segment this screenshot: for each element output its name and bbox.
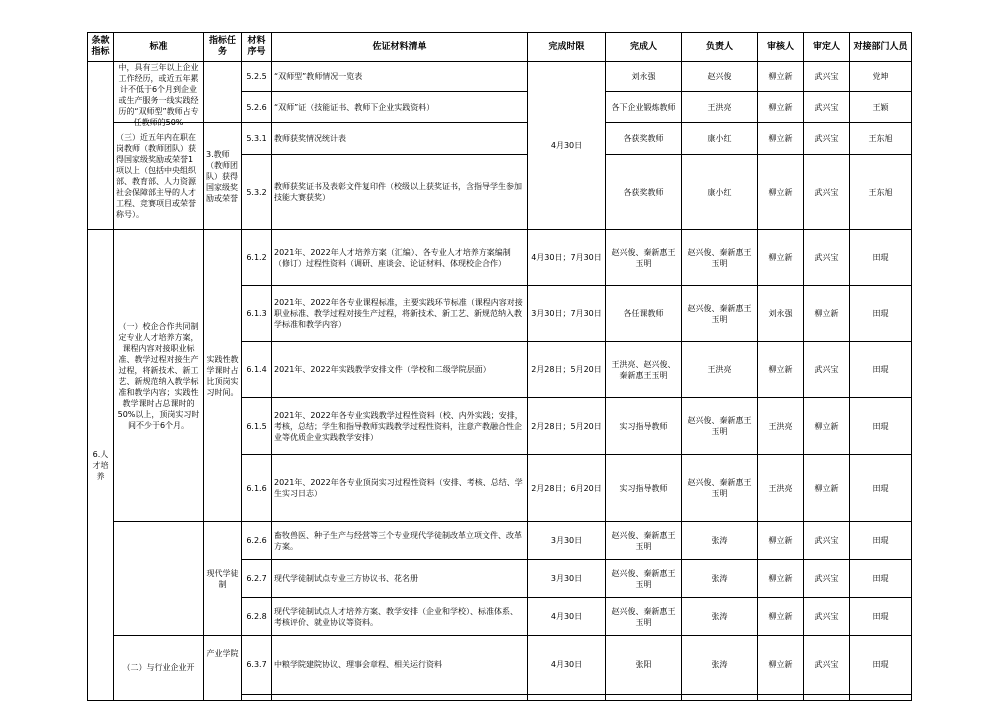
lead-cell: 张涛 <box>682 522 758 560</box>
reviewer-cell: 柳立新 <box>758 598 804 636</box>
deadline-cell: 2月28日；5月20日 <box>528 398 606 455</box>
material-no: 6.1.2 <box>242 230 272 286</box>
material-no: 6.2.7 <box>242 560 272 598</box>
evidence-item: 现代学徒制试点人才培养方案、教学安排（企业和学校）、标准体系、考核评价、就业协议等资料。 <box>272 598 528 636</box>
task-cell <box>204 62 242 123</box>
header-task: 指标任务 <box>204 33 242 62</box>
dept-cell: 王东旭 <box>850 123 912 155</box>
task-cell: 产业学院 <box>204 636 242 701</box>
dept-cell: 王颖 <box>850 92 912 123</box>
standard-cell <box>114 522 204 636</box>
doer-cell: 赵兴俊、秦新惠王玉明 <box>606 560 682 598</box>
material-no: 5.2.5 <box>242 62 272 92</box>
approver-cell: 武兴宝 <box>804 155 850 230</box>
reviewer-cell <box>758 694 804 701</box>
doer-cell <box>606 694 682 701</box>
doer-cell: 赵兴俊、秦新惠王玉明 <box>606 522 682 560</box>
evidence-item: “双师”证（技能证书、教师下企业实践资料） <box>272 92 528 123</box>
clause-cell <box>88 62 114 230</box>
material-no: 5.2.6 <box>242 92 272 123</box>
approver-cell: 柳立新 <box>804 286 850 342</box>
dept-cell: 田琨 <box>850 230 912 286</box>
dept-cell: 田琨 <box>850 636 912 695</box>
doer-cell: 王洪亮、赵兴俊、秦新惠王玉明 <box>606 342 682 398</box>
approver-cell: 武兴宝 <box>804 636 850 695</box>
dept-cell: 田琨 <box>850 342 912 398</box>
header-material-no: 材料序号 <box>242 33 272 62</box>
deadline-cell: 3月30日；7月30日 <box>528 286 606 342</box>
lead-cell: 张涛 <box>682 560 758 598</box>
standard-cell: 中，具有三年以上企业工作经历，或近五年累计不低于6个月到企业或生产服务一线实践经历的“双师型”教师占专任教师的50% <box>114 62 204 123</box>
table-row <box>88 230 912 286</box>
dept-cell <box>850 694 912 701</box>
approver-cell <box>804 694 850 701</box>
dept-cell: 田琨 <box>850 598 912 636</box>
reviewer-cell: 柳立新 <box>758 123 804 155</box>
header-dept: 对接部门人员 <box>850 33 912 62</box>
reviewer-cell: 柳立新 <box>758 636 804 695</box>
reviewer-cell: 柳立新 <box>758 92 804 123</box>
doer-cell: 刘永强 <box>606 62 682 92</box>
header-clause: 条款指标 <box>88 33 114 62</box>
lead-cell: 张涛 <box>682 598 758 636</box>
approver-cell: 柳立新 <box>804 455 850 522</box>
dept-cell: 田琨 <box>850 522 912 560</box>
deadline-cell: 2月28日；6月20日 <box>528 455 606 522</box>
dept-cell: 田琨 <box>850 455 912 522</box>
doer-cell: 各任课教师 <box>606 286 682 342</box>
deadline-cell: 4月30日 <box>528 598 606 636</box>
header-row <box>88 33 912 62</box>
material-no: 6.2.8 <box>242 598 272 636</box>
deadline-cell: 4月30日 <box>528 62 606 230</box>
task-cell: 实践性教学课时占比顶岗实习时间。 <box>204 230 242 522</box>
evidence-item: 2021年、2022年各专业课程标准，主要实践环节标准（课程内容对接职业标准、教学过程对接生产过程，将新技术、新工艺、新规范纳入教学标准和教学内容） <box>272 286 528 342</box>
lead-cell: 赵兴俊、秦新惠王玉明 <box>682 286 758 342</box>
reviewer-cell: 王洪亮 <box>758 455 804 522</box>
material-no: 5.3.2 <box>242 155 272 230</box>
deadline-cell <box>528 694 606 701</box>
table-row <box>88 123 912 155</box>
doer-cell: 赵兴俊、秦新惠王玉明 <box>606 598 682 636</box>
clause-cell: 6.人才培养 <box>88 230 114 701</box>
dept-cell: 党坤 <box>850 62 912 92</box>
approver-cell: 武兴宝 <box>804 598 850 636</box>
lead-cell: 王洪亮 <box>682 342 758 398</box>
lead-cell: 赵兴俊 <box>682 62 758 92</box>
approver-cell: 武兴宝 <box>804 522 850 560</box>
lead-cell: 王洪亮 <box>682 92 758 123</box>
header-reviewer: 审核人 <box>758 33 804 62</box>
table-row <box>88 62 912 92</box>
deadline-cell: 4月30日 <box>528 636 606 695</box>
approver-cell: 武兴宝 <box>804 123 850 155</box>
reviewer-cell: 柳立新 <box>758 342 804 398</box>
material-checklist-table <box>87 32 912 701</box>
evidence-item: 2021年、2022年各专业实践教学过程性资料（校、内外实践；安排，考核，总结；学生和指导教师实践教学过程性资料，注意产教融合性企业等优质企业实践教学安排） <box>272 398 528 455</box>
evidence-item: 2021年、2022年人才培养方案（汇编）、各专业人才培养方案编制（修订）过程性资料（调研、座谈会、论证材料、体现校企合作） <box>272 230 528 286</box>
material-no: 5.3.1 <box>242 123 272 155</box>
dept-cell: 田琨 <box>850 560 912 598</box>
doer-cell: 各获奖教师 <box>606 155 682 230</box>
header-lead: 负责人 <box>682 33 758 62</box>
standard-cell: （二）与行业企业开 <box>114 636 204 701</box>
reviewer-cell: 柳立新 <box>758 560 804 598</box>
dept-cell: 田琨 <box>850 398 912 455</box>
approver-cell: 武兴宝 <box>804 560 850 598</box>
dept-cell: 王东旭 <box>850 155 912 230</box>
lead-cell: 赵兴俊、秦新惠王玉明 <box>682 230 758 286</box>
reviewer-cell: 柳立新 <box>758 522 804 560</box>
deadline-cell: 4月30日；7月30日 <box>528 230 606 286</box>
lead-cell: 张涛 <box>682 636 758 695</box>
lead-cell: 赵兴俊、秦新惠王玉明 <box>682 455 758 522</box>
task-cell: 3.教师（教师团队）获得国家级奖励或荣誉 <box>204 123 242 230</box>
evidence-item: “双师型”教师情况一览表 <box>272 62 528 92</box>
doer-cell: 张阳 <box>606 636 682 695</box>
doer-cell: 实习指导教师 <box>606 398 682 455</box>
header-standard: 标准 <box>114 33 204 62</box>
deadline-cell: 2月28日；5月20日 <box>528 342 606 398</box>
standard-cell: （三）近五年内在职在岗教师（教师团队）获得国家级奖励或荣誉1项以上（包括中央组织部、教育部、人力资源社会保障部主导的人才工程、竞赛项目或荣誉称号）。 <box>114 123 204 230</box>
header-approver: 审定人 <box>804 33 850 62</box>
deadline-cell: 3月30日 <box>528 560 606 598</box>
deadline-cell: 3月30日 <box>528 522 606 560</box>
header-deadline: 完成时限 <box>528 33 606 62</box>
lead-cell: 康小红 <box>682 123 758 155</box>
reviewer-cell: 刘永强 <box>758 286 804 342</box>
material-no: 6.2.6 <box>242 522 272 560</box>
doer-cell: 各获奖教师 <box>606 123 682 155</box>
material-no <box>242 694 272 701</box>
evidence-item: 2021年、2022年各专业顶岗实习过程性资料（安排、考核、总结、学生实习日志） <box>272 455 528 522</box>
doer-cell: 赵兴俊、秦新惠王玉明 <box>606 230 682 286</box>
material-no: 6.1.3 <box>242 286 272 342</box>
lead-cell: 康小红 <box>682 155 758 230</box>
evidence-item: 教师获奖情况统计表 <box>272 123 528 155</box>
evidence-item: 2021年、2022年实践教学安排文件（学校和二级学院层面） <box>272 342 528 398</box>
standard-cell: （一）校企合作共同制定专业人才培养方案，课程内容对接职业标准、教学过程对接生产过程，将新技术、新工艺、新规范纳入教学标准和教学内容；实践性教学课时占总课时的50%以上，顶岗实习时间不少于6个月。 <box>114 230 204 522</box>
evidence-item: 教师获奖证书及表彰文件复印件（校级以上获奖证书，含指导学生参加技能大赛获奖） <box>272 155 528 230</box>
evidence-item: 中粮学院建院协议、理事会章程、相关运行资料 <box>272 636 528 695</box>
approver-cell: 武兴宝 <box>804 230 850 286</box>
material-no: 6.1.6 <box>242 455 272 522</box>
doer-cell: 实习指导教师 <box>606 455 682 522</box>
task-cell: 现代学徒制 <box>204 522 242 636</box>
doer-cell: 各下企业锻炼教师 <box>606 92 682 123</box>
approver-cell: 武兴宝 <box>804 92 850 123</box>
evidence-item: 现代学徒制试点专业三方协议书、花名册 <box>272 560 528 598</box>
approver-cell: 武兴宝 <box>804 342 850 398</box>
material-no: 6.1.4 <box>242 342 272 398</box>
evidence-item <box>272 694 528 701</box>
reviewer-cell: 王洪亮 <box>758 398 804 455</box>
table-row <box>88 636 912 695</box>
header-evidence-list: 佐证材料清单 <box>272 33 528 62</box>
reviewer-cell: 柳立新 <box>758 230 804 286</box>
lead-cell: 赵兴俊、秦新惠王玉明 <box>682 398 758 455</box>
reviewer-cell: 柳立新 <box>758 155 804 230</box>
dept-cell: 田琨 <box>850 286 912 342</box>
evidence-item: 畜牧兽医、种子生产与经营等三个专业现代学徒制改革立项文件、改革方案。 <box>272 522 528 560</box>
table-row <box>88 522 912 560</box>
material-no: 6.3.7 <box>242 636 272 695</box>
header-doer: 完成人 <box>606 33 682 62</box>
approver-cell: 武兴宝 <box>804 62 850 92</box>
reviewer-cell: 柳立新 <box>758 62 804 92</box>
approver-cell: 柳立新 <box>804 398 850 455</box>
material-no: 6.1.5 <box>242 398 272 455</box>
lead-cell <box>682 694 758 701</box>
